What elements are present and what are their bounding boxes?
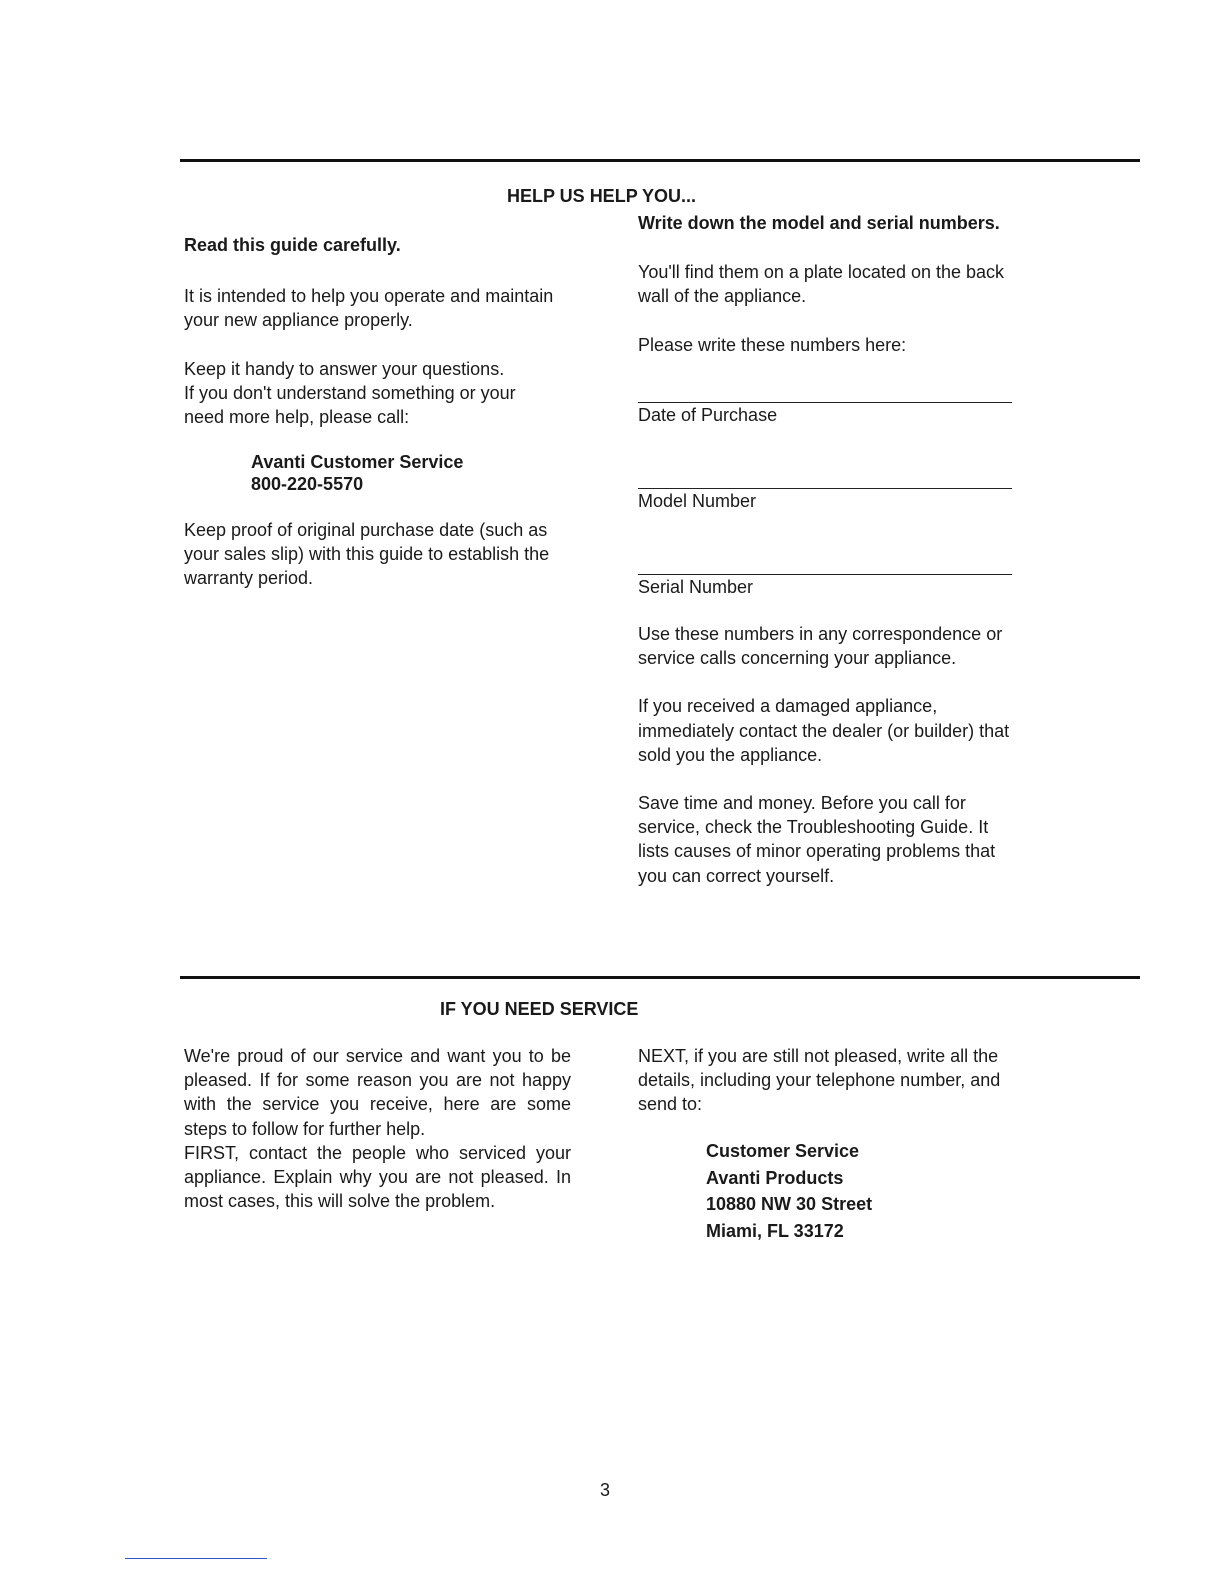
address-line-1: Customer Service <box>706 1141 860 1161</box>
address-line-4: Miami, FL 33172 <box>706 1220 844 1241</box>
help-right-notes <box>638 622 1058 888</box>
next-line-2: details, including your telephone number, and <box>638 1070 1001 1091</box>
service-line-3: with the service you receive, here are some <box>184 1094 571 1115</box>
use-numbers-line-2: service calls concerning your appliance. <box>638 648 957 669</box>
use-numbers-line-1: Use these numbers in any correspondence or <box>638 624 1003 644</box>
intro-line-2: your new appliance properly. <box>184 310 413 331</box>
footer-link-underline <box>125 1558 267 1559</box>
proof-line-2: your sales slip) with this guide to establish the <box>184 544 550 565</box>
service-line-1: We're proud of our service and want you to be <box>184 1046 571 1066</box>
next-line-1: NEXT, if you are still not pleased, write all the <box>638 1046 999 1066</box>
write-down-heading: Write down the model and serial numbers. <box>638 213 1000 233</box>
serial-number-blank <box>638 574 1012 575</box>
date-of-purchase-blank <box>638 402 1012 403</box>
service-section-title: IF YOU NEED SERVICE <box>440 999 639 1019</box>
proof-line-3: warranty period. <box>184 568 314 589</box>
handy-line-1: Keep it handy to answer your questions. <box>184 358 505 379</box>
service-line-6: appliance. Explain why you are not pleased. In <box>184 1167 571 1188</box>
plate-line-1: You'll find them on a plate located on the back <box>638 262 1005 283</box>
write-numbers-prompt: Please write these numbers here: <box>638 334 907 355</box>
serial-number-label: Serial Number <box>638 577 754 597</box>
service-line-7: most cases, this will solve the problem. <box>184 1191 496 1212</box>
save-time-line-1: Save time and money. Before you call for <box>638 793 966 814</box>
contact-phone: 800-220-5570 <box>251 474 364 494</box>
save-time-line-4: you can correct yourself. <box>638 865 835 886</box>
save-time-line-2: service, check the Troubleshooting Guide. It <box>638 817 989 838</box>
help-right-column <box>638 211 1058 357</box>
handy-line-3: need more help, please call: <box>184 407 410 428</box>
proof-line-1: Keep proof of original purchase date (such as <box>184 520 548 540</box>
damaged-line-1: If you received a damaged appliance, <box>638 696 938 717</box>
service-line-5: FIRST, contact the people who serviced your <box>184 1142 571 1163</box>
damaged-line-2: immediately contact the dealer (or builder) that <box>638 720 1010 741</box>
plate-line-2: wall of the appliance. <box>638 286 807 307</box>
help-left-column <box>184 233 584 429</box>
intro-line-1: It is intended to help you operate and maintain <box>184 286 554 307</box>
top-divider <box>180 159 1140 162</box>
service-right-column <box>638 1044 1058 1117</box>
contact-name: Avanti Customer Service <box>251 452 464 472</box>
damaged-line-3: sold you the appliance. <box>638 744 823 765</box>
handy-line-2: If you don't understand something or your <box>184 382 516 403</box>
address-line-2: Avanti Products <box>706 1167 844 1188</box>
date-of-purchase-label: Date of Purchase <box>638 405 778 425</box>
help-section-title: HELP US HELP YOU... <box>507 186 697 206</box>
model-number-blank <box>638 488 1012 489</box>
read-guide-heading: Read this guide carefully. <box>184 235 401 255</box>
next-line-3: send to: <box>638 1094 703 1115</box>
address-line-3: 10880 NW 30 Street <box>706 1194 873 1214</box>
customer-service-contact <box>251 451 463 495</box>
proof-of-purchase <box>184 518 584 591</box>
page-number: 3 <box>599 1480 610 1500</box>
model-number-label: Model Number <box>638 491 757 511</box>
service-divider <box>180 976 1140 979</box>
save-time-line-3: lists causes of minor operating problems that <box>638 841 996 862</box>
service-line-2: pleased. If for some reason you are not happy <box>184 1070 571 1091</box>
service-line-4: steps to follow for further help. <box>184 1118 426 1139</box>
service-left-column <box>184 1044 571 1213</box>
mailing-address <box>706 1138 872 1244</box>
